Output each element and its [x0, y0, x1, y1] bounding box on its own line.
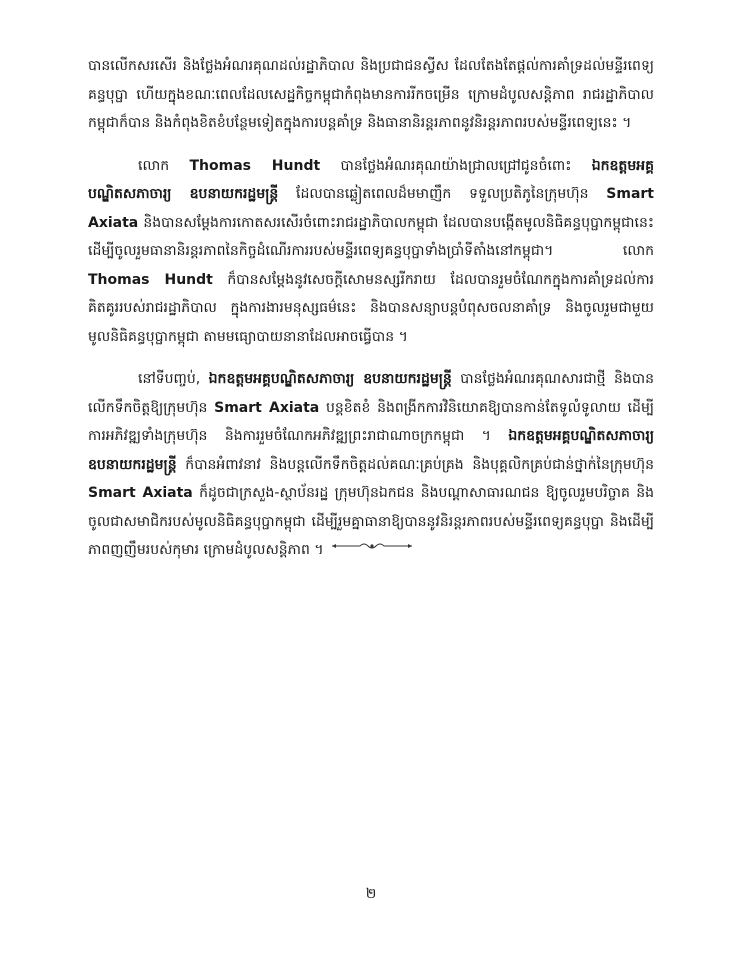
bold-text-run: Smart Axiata	[88, 485, 193, 501]
text-run: ដែលបានឆ្លៀតពេលដ៏មមាញឹក ទទួលប្រតិភូនៃក្រុមហ៊ុន	[278, 186, 607, 202]
text-run: នៅទីបញ្ចប់,	[138, 371, 209, 387]
bold-text-run: Thomas Hundt	[189, 157, 321, 174]
bold-text-run: ឯកឧត្តមអគ្គបណ្ឌិតសភាចារ្យ ឧបនាយករដ្ឋមន្ត្រី	[88, 428, 654, 473]
text-run: បន្តខិតខំ និងពង្រីកការវិនិយោគឱ្យបានកាន់តែទូលំទូលាយ ដើម្បីការអភិវឌ្ឍទាំងក្រុមហ៊ុន និងការរួមចំណែកអភិវឌ្ឍព្រះរាជាណាចក្រកម្ពុជា ។	[88, 399, 655, 444]
text-run: ក៏បានសម្ដែងនូវសេចក្ដីសោមនស្សរីករាយ ដែលបានរួមចំណែកក្នុងការគាំទ្រដល់ការគិតគូររបស់រាជរដ្ឋាភិបាល ក្នុងការងារមនុស្សធម៌នេះ និងបានសន្យាបន្តបំពុសចលនាគាំទ្រ និងចូលរួមជាមួយមូលនិធិគន្ធបុប្ផាកម្ពុជា តាមមធ្យោបាយនានាដែលអាចធ្វើបាន ។	[88, 271, 654, 345]
paragraph-3	[88, 365, 654, 565]
page-number: ២	[365, 886, 377, 902]
text-run: បានថ្លែងអំណរគុណយ៉ាងជ្រាលជ្រៅជូនចំពោះ	[320, 157, 592, 174]
bold-text-run: ឯកឧត្តមអគ្គបណ្ឌិតសភាចារ្យ ឧបនាយករដ្ឋមន្ត្រី	[208, 371, 452, 387]
bold-text-run: ឯកឧត្តមអគ្គបណ្ឌិតសភាចារ្យ ឧបនាយករដ្ឋមន្ត្រី	[88, 157, 654, 202]
bold-text-run: Smart Axiata	[214, 399, 320, 416]
text-run: បានថ្លែងអំណរគុណសារជាថ្មី និងបានលើកទឹកចិត្តឱ្យក្រុមហ៊ុន	[88, 371, 654, 416]
section-divider-ornament	[330, 541, 414, 551]
bold-text-run: Thomas Hundt	[88, 271, 213, 288]
paragraph-2	[88, 152, 654, 352]
text-run: និងបានសម្ដែងការកោតសរសើរចំពោះរាជរដ្ឋាភិបាលកម្ពុជា ដែលបានបង្កើតមូលនិធិគន្ធបុប្ផាកម្ពុជានេះ ដើម្បីចូលរួមធានានិរន្តរភាពនៃកិច្ចដំណើរការរបស់មន្ទីរពេទ្យគន្ធបុប្ផាទាំងប្រាំទីតាំងនៅកម្ពុជា។ លោក	[88, 214, 654, 259]
text-run: ក៏ដូចជាក្រសួង-ស្ថាប័នរដ្ឋ ក្រុមហ៊ុនឯកជន និងបណ្ដាសាធារណជន ឱ្យចូលរួមបរិច្ចាគ និងចូលជាសមាជិករបស់មូលនិធិគន្ធបុប្ផាកម្ពុជា ដើម្បីរួមគ្នាធានាឱ្យបាននូវនិរន្តរភាពរបស់មន្ទីរពេទ្យគន្ធបុប្ផា និងដើម្បីភាពញញឹមរបស់កុមារ ក្រោមដំបូលសន្តិភាព ។	[88, 485, 655, 558]
text-run: លោក	[138, 157, 190, 174]
text-run: ក៏បានអំពាវនាវ និងបន្តលើកទឹកចិត្តដល់គណៈគ្រប់គ្រង និងបុគ្គលិកគ្រប់ជាន់ថ្នាក់នៃក្រុមហ៊ុន	[176, 456, 654, 473]
bold-text-run: Smart Axiata	[88, 186, 654, 231]
paragraph-1: បានលើកសរសើរ និងថ្លែងអំណរគុណដល់រដ្ឋាភិបាល និងប្រជាជនស្វីស ដែលតែងតែផ្ដល់ការគាំទ្រដល់មន្ទីរពេទ្យគន្ធបុប្ផា ហើយក្នុងខណៈពេលដែលសេដ្ឋកិច្ចកម្ពុជាកំពុងមានការរីកចម្រើន ក្រោមដំបូលសន្តិភាព រាជរដ្ឋាភិបាលកម្ពុជាក៏បាន និងកំពុងខិតខំបន្ថែមទៀតក្នុងការបន្តគាំទ្រ និងធានានិរន្តរភាពនូវនិរន្តរភាពរបស់មន្ទីរពេទ្យនេះ ។	[88, 58, 654, 131]
